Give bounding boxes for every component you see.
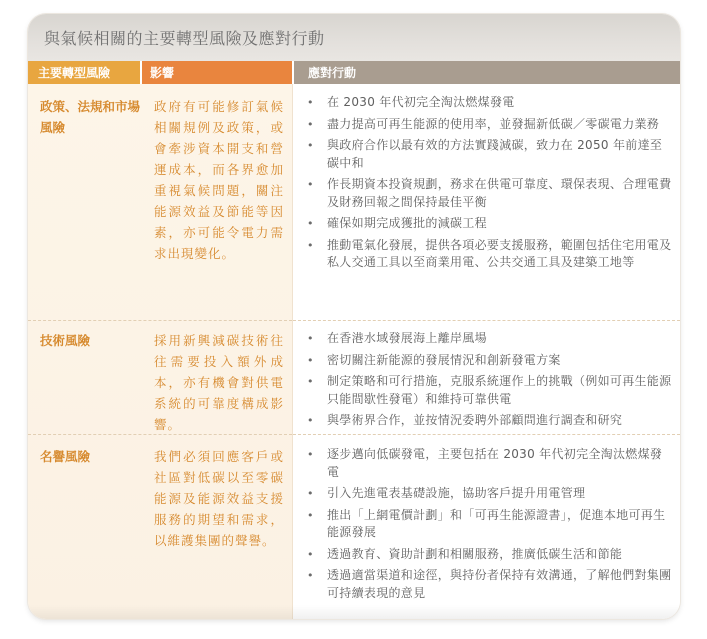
action-text: 確保如期完成獲批的減碳工程 [327,216,487,230]
action-item [305,176,672,211]
bullet-icon: • [307,448,314,461]
bullet-icon: • [307,217,314,230]
action-text: 制定策略和可行措施，克服系統運作上的挑戰（例如可再生能源只能間歇性發電）和維持可靠供電 [327,374,672,406]
action-item [305,352,672,370]
action-text: 透過適當渠道和途徑，與持份者保持有效溝通，了解他們對集團可持續表現的意見 [327,568,672,600]
row-1-impact: 政府有可能修訂氣候相關規例及政策，或會牽涉資本開支和營運成本，而各界愈加重視氣候問題，關注能源效益及節能等因素，亦可能令電力需求出現變化。 [154,99,284,261]
row-3-impact: 我們必須回應客戶或社區對低碳以至零碳能源及能源效益支援服務的期望和需求，以維護集團的聲譽。 [154,449,284,548]
action-text: 逐步邁向低碳發電，主要包括在 2030 年代初完全淘汰燃煤發電 [327,447,663,479]
row-divider [293,434,680,435]
action-item [305,237,672,272]
bullet-icon: • [307,353,314,367]
action-text: 在香港水域發展海上離岸風場 [327,331,487,345]
bullet-icon: • [307,238,314,252]
bullet-icon: • [307,178,314,191]
action-text: 與學術界合作，並按情況委聘外部顧問進行調查和研究 [327,413,623,427]
bullet-icon: • [307,508,314,522]
bullet-icon: • [307,487,314,500]
header-action: 應對行動 [294,61,680,84]
row-2-category: 技術風險 [40,333,91,348]
action-item [305,446,672,481]
bottom-shadow [28,605,680,619]
row-3-category: 名譽風險 [40,449,91,464]
bullet-icon: • [307,117,314,131]
table-header [28,61,680,84]
row-2-actions [305,330,672,434]
action-item [305,507,672,542]
action-text: 推出「上網電價計劃」和「可再生能源證書」，促進本地可再生能源發展 [327,507,666,539]
header-category: 主要轉型風險 [28,61,140,84]
row-divider [28,320,292,321]
action-text: 作長期資本投資規劃，務求在供電可靠度、環保表現、合理電費及財務回報之間保持最佳平衡 [327,177,672,209]
row-1-actions [305,94,672,276]
header-impact: 影響 [142,61,292,84]
action-item [305,330,672,348]
bullet-icon: • [307,332,314,345]
action-item [305,94,672,112]
left-columns [28,84,292,619]
bullet-icon: • [307,414,314,427]
row-1-category: 政策、法規和市場風險 [40,99,141,135]
action-text: 與政府合作以最有效的方法實踐減碳，致力在 2050 年前達至碳中和 [327,138,663,170]
row-3-actions [305,446,672,606]
table-title: 與氣候相關的主要轉型風險及應對行動 [28,14,680,61]
row-2-impact: 採用新興減碳技術往往需要投入額外成本，亦有機會對供電系統的可靠度構成影響。 [154,333,284,432]
bullet-icon: • [307,96,314,109]
action-item [305,373,672,408]
action-text: 透過教育、資助計劃和相關服務，推廣低碳生活和節能 [327,546,623,561]
row-divider [28,434,292,435]
action-column [292,84,680,619]
action-text: 引入先進電表基礎設施，協助客戶提升用電管理 [327,486,586,500]
bullet-icon: • [307,569,314,582]
table-body [28,84,680,619]
action-item [305,485,672,503]
action-item [305,137,672,172]
action-text: 盡力提高可再生能源的使用率，並發掘新低碳／零碳電力業務 [327,116,660,131]
action-text: 在 2030 年代初完全淘汰燃煤發電 [327,95,515,109]
risk-table-card [28,14,680,619]
action-item [305,215,672,233]
action-item [305,116,672,134]
bullet-icon: • [307,547,314,561]
action-item [305,567,672,602]
bullet-icon: • [307,375,314,388]
action-text: 推動電氣化發展，提供各項必要支援服務，範圍包括住宅用電及私人交通工具以至商業用電、公共交通工具及建築工地等 [327,237,672,269]
row-divider [293,320,680,321]
action-text: 密切關注新能源的發展情況和創新發電方案 [327,352,561,367]
action-item [305,412,672,430]
bullet-icon: • [307,139,314,152]
action-item [305,546,672,564]
